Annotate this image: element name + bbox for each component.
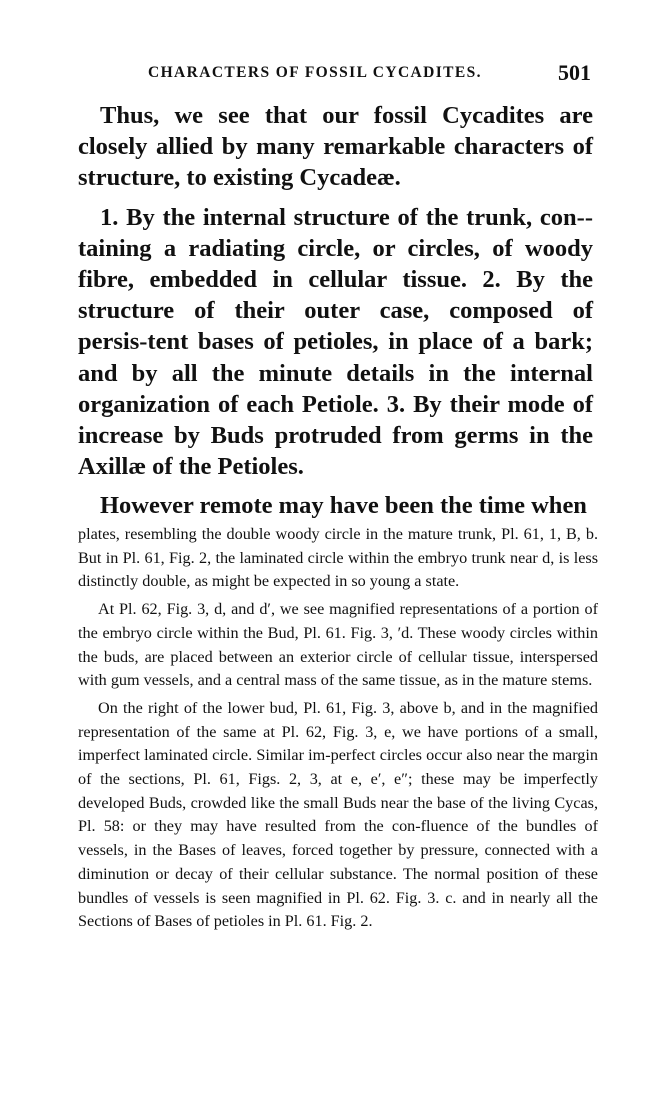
body-paragraph: Thus, we see that our fossil Cycadites are closely allied by many remarkable characters of structure, to existing Cycadeæ.	[78, 102, 593, 192]
body-paragraph: 1. By the internal structure of the trunk, con-taining a radiating circle, or circles, of woody fibre, embedded in cellular tissue. 2. By the structure of their outer case, composed of persis-tent bases of petioles, in place of a bark; and by all the minute details in the internal organization of each Petiole. 3. By their mode of increase by Buds protruded from germs in the Axillæ of the Petioles.	[78, 203, 593, 481]
footnote-paragraph: On the right of the lower bud, Pl. 61, Fig. 3, above b, and in the magnified representation of the same at Pl. 62, Fig. 3, e, we have portions of a small, imperfect laminated circle. Similar im-perfect circles occur also near the margin of the sections, Pl. 61, Figs. 2, 3, at e, e′, e″; these may be imperfectly developed Buds, crowded like the small Buds near the base of the living Cycas, Pl. 58: or they may have resulted from the con-fluence of the bundles of vessels, in the Bases of leaves, forced together by pressure, connected with a diminution or decay of their cellular substance. The normal position of these bundles of vessels is seen magnified in Pl. 62. Fig. 3. c. and in nearly all the Sections of Bases of petioles in Pl. 61. Fig. 2.	[78, 698, 598, 931]
page-header	[78, 60, 593, 90]
main-text	[78, 100, 593, 522]
footnote-text	[78, 523, 598, 934]
footnote-paragraph: At Pl. 62, Fig. 3, d, and d′, we see magnified representations of a portion of the embryo circle within the Bud, Pl. 61. Fig. 3, ′d. These woody circles within the buds, are placed between an exterior circle of cellular tissue, interspersed with gum vessels, and a central mass of the same tissue, as in the mature stems.	[78, 600, 598, 690]
footnote-paragraph: plates, resembling the double woody circle in the mature trunk, Pl. 61, 1, B, b. But in Pl. 61, Fig. 2, the laminated circle within the embryo trunk near d, is less distinctly double, as might be expected in so young a state.	[78, 525, 598, 591]
page-number: 501	[558, 60, 591, 85]
running-head: CHARACTERS OF FOSSIL CYCADITES.	[148, 64, 482, 81]
body-paragraph: However remote may have been the time when	[100, 492, 587, 520]
